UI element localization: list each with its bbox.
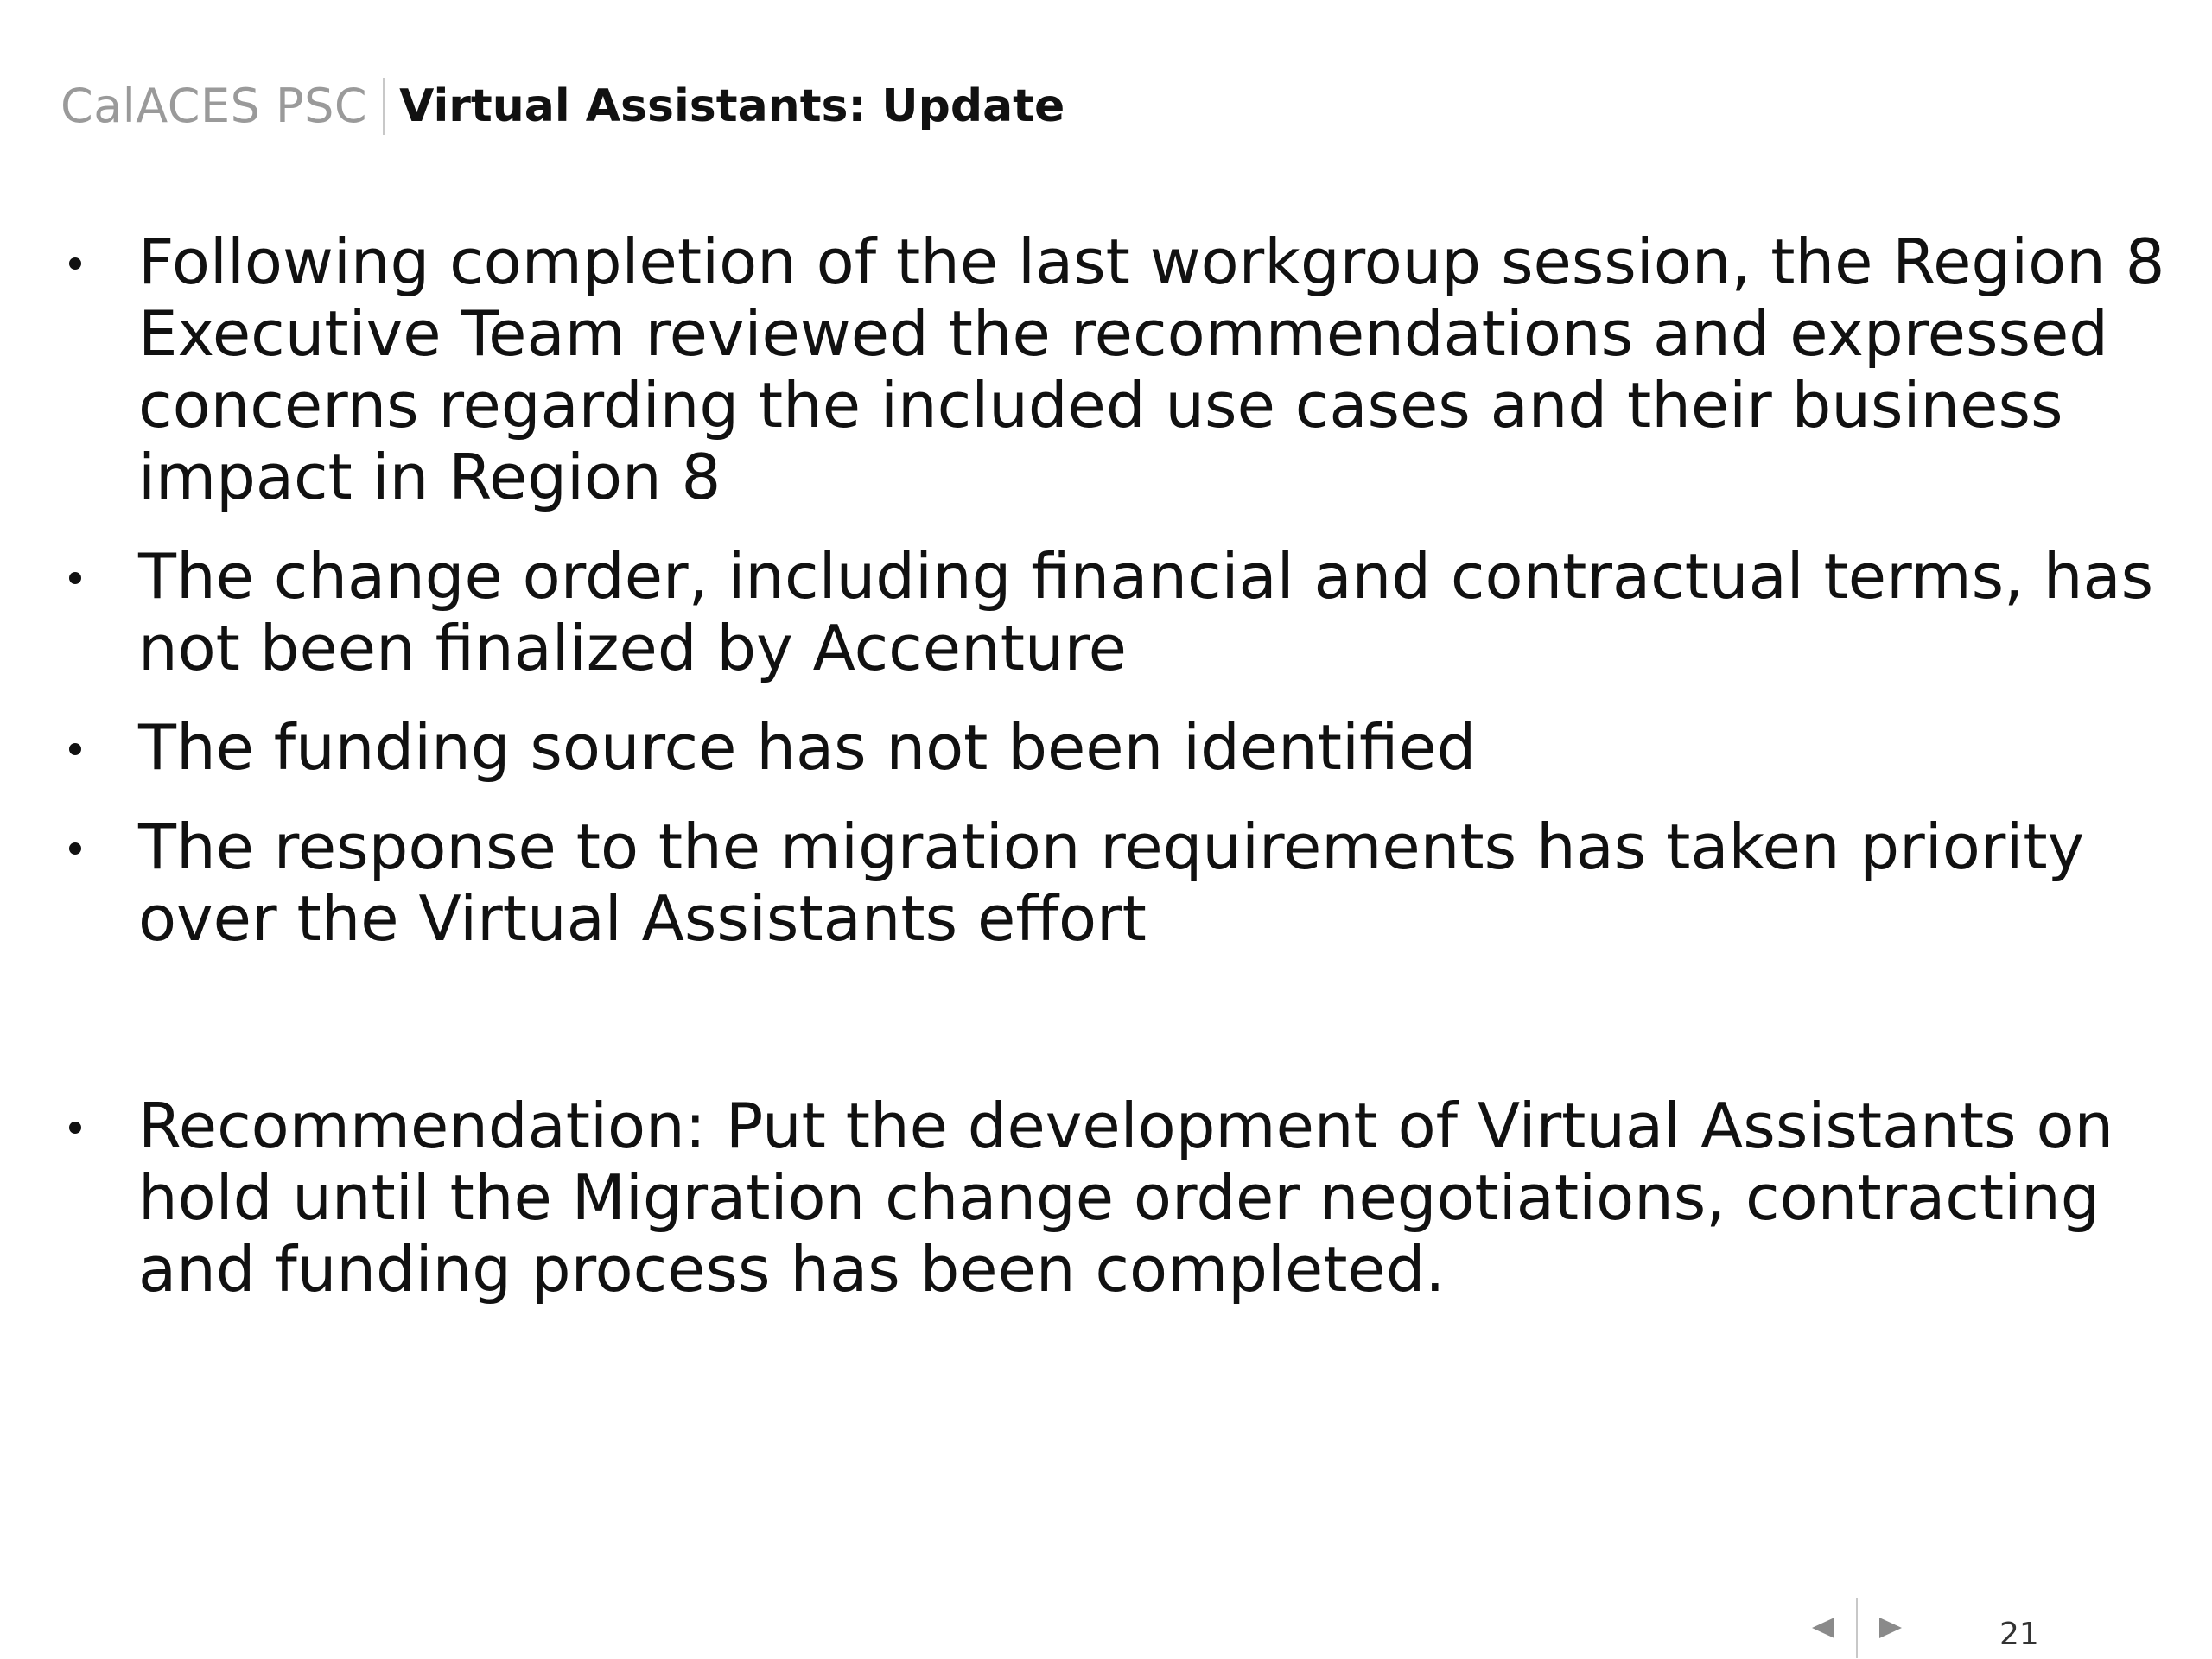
recommendation-text: Recommendation: Put the development of Virtual Assistants on hold until the Migration change order negotiations, contracting and funding process has been completed. [138, 1090, 2114, 1306]
slide-navigation [1804, 1597, 1910, 1659]
recommendation-bullet [52, 1090, 2169, 1306]
bullet-icon [69, 572, 81, 584]
bullet-item [52, 226, 2169, 513]
bullet-text: Following completion of the last workgroup session, the Region 8 Executive Team reviewed the recommendations and expressed concerns regarding the included use cases and their business impact in Region 8 [138, 226, 2165, 513]
bullet-icon [69, 257, 81, 270]
previous-slide-button[interactable] [1804, 1609, 1842, 1647]
bullet-item [52, 811, 2169, 955]
bullet-text: The response to the migration requirements has taken priority over the Virtual Assistants effort [138, 810, 2085, 955]
bullet-text: The funding source has not been identified [138, 711, 1477, 784]
page-number: 21 [1999, 1617, 2039, 1652]
bullet-text: The change order, including financial and contractual terms, has not been finalized by Accenture [138, 540, 2154, 684]
bullet-icon [69, 842, 81, 855]
organization-name: CalACES PSC [60, 79, 368, 133]
slide-header [60, 76, 1065, 137]
bullet-item [52, 712, 2169, 784]
triangle-left-icon [1810, 1616, 1836, 1640]
bullet-item [52, 541, 2169, 684]
next-slide-button[interactable] [1872, 1609, 1910, 1647]
navigation-divider [1856, 1598, 1858, 1658]
slide-title: Virtual Assistants: Update [399, 80, 1065, 132]
bullet-list [52, 226, 2169, 1306]
triangle-right-icon [1878, 1616, 1904, 1640]
header-divider [383, 78, 385, 135]
bullet-icon [69, 743, 81, 755]
bullet-icon [69, 1122, 81, 1134]
